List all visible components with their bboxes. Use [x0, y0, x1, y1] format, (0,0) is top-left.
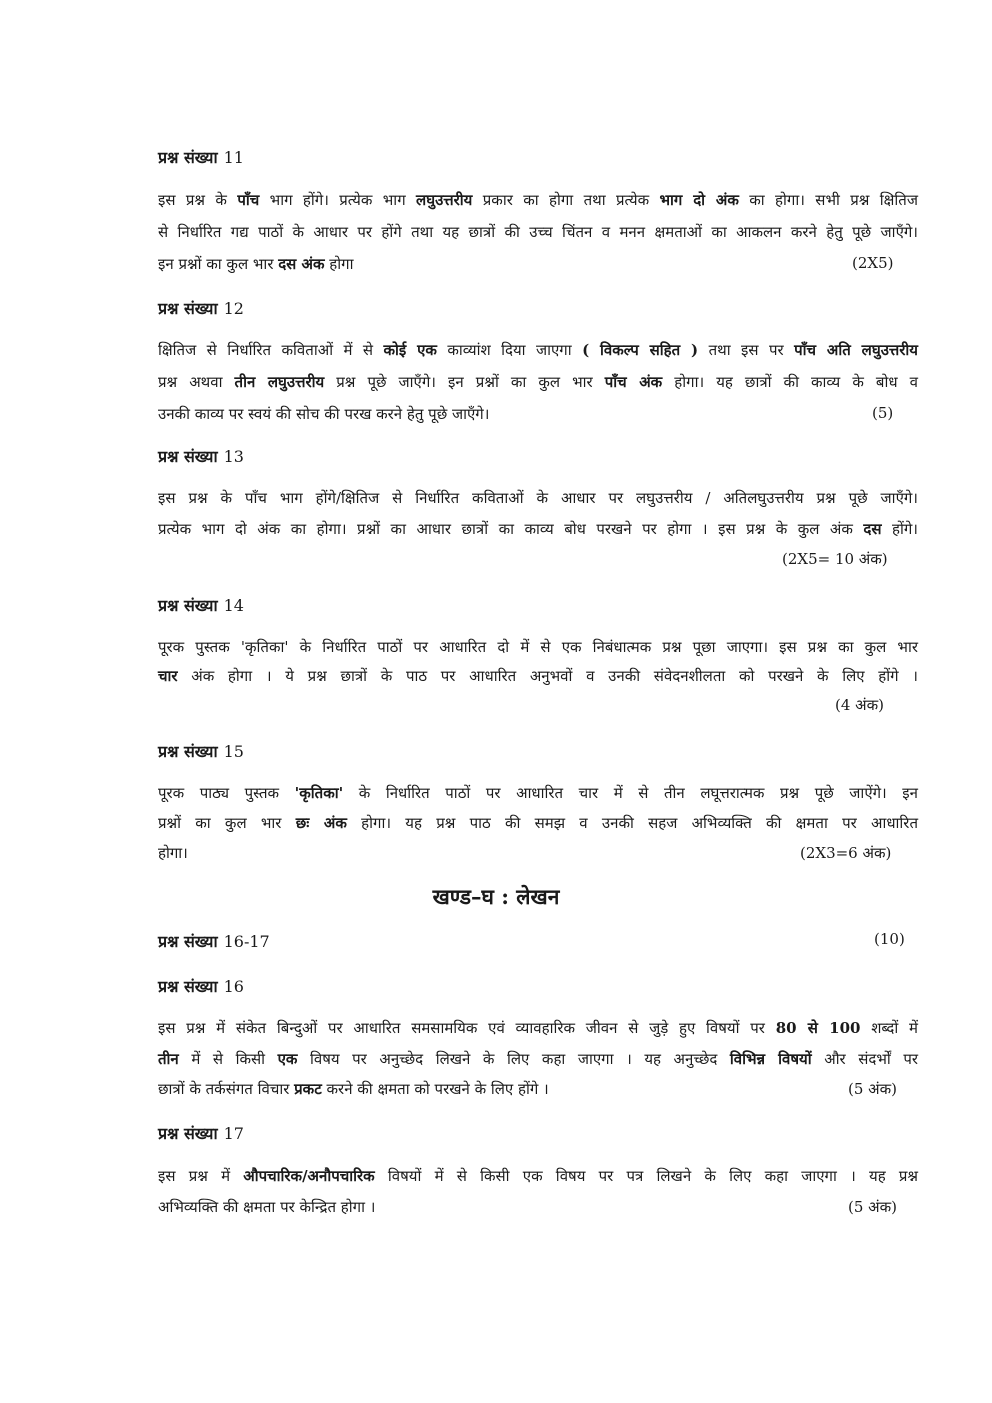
q13-line-1: इस प्रश्न के पाँच भाग होंगे/क्षितिज से निर्धारित कविताओं के आधार पर लघुउत्तरीय / अतिलघुउत्तरीय प्रश्न पूछे जाएँगे। [158, 489, 918, 507]
q16-line-2: तीन में से किसी एक विषय पर अनुच्छेद लिखने के लिए कहा जाएगा । यह अनुच्छेद विभिन्न विषयों और संदर्भों पर [158, 1050, 918, 1068]
q16-17-marks: (10) [874, 930, 905, 948]
q13-line-2: प्रत्येक भाग दो अंक का होगा। प्रश्नों का आधार छात्रों का काव्य बोध परखने पर होगा । इस प्रश्न के कुल अंक दस होंगे। [158, 520, 918, 538]
q17-line-1: इस प्रश्न में औपचारिक/अनौपचारिक विषयों में से किसी एक विषय पर पत्र लिखने के लिए कहा जाएगा । यह प्रश्न [158, 1167, 919, 1185]
question-heading-16: प्रश्न संख्या 16 [158, 977, 244, 996]
q12-line-3: उनकी काव्य पर स्वयं की सोच की परख करने हेतु पूछे जाएँगे। [158, 405, 490, 423]
q11-marks: (2X5) [852, 254, 894, 272]
q12-marks: (5) [872, 404, 894, 422]
question-heading-15: प्रश्न संख्या 15 [158, 742, 244, 761]
question-heading-14: प्रश्न संख्या 14 [158, 596, 244, 615]
q11-line-2: से निर्धारित गद्य पाठों के आधार पर होंगे तथा यह छात्रों की उच्च चिंतन व मनन क्षमताओं का आकलन करने हेतु पूछे जाएँगे। [158, 223, 918, 241]
q13-marks: (2X5= 10 अंक) [782, 550, 888, 568]
q12-line-1: क्षितिज से निर्धारित कविताओं में से कोई एक काव्यांश दिया जाएगा ( विकल्प सहित ) तथा इस पर पाँच अति लघुउत्तरीय [158, 341, 918, 359]
q15-line-2: प्रश्नों का कुल भार छः अंक होगा। यह प्रश्न पाठ की समझ व उनकी सहज अभिव्यक्ति की क्षमता पर आधारित [158, 814, 918, 832]
q16-marks: (5 अंक) [848, 1080, 897, 1098]
section-title: खण्ड–घ : लेखन [432, 884, 560, 909]
q16-line-1: इस प्रश्न में संकेत बिन्दुओं पर आधारित समसामयिक एवं व्यावहारिक जीवन से जुड़े हुए विषयों पर 80 से 100 शब्दों में [158, 1019, 918, 1037]
question-heading-11: प्रश्न संख्या 11 [158, 148, 244, 167]
q11-line-1: इस प्रश्न के पाँच भाग होंगे। प्रत्येक भाग लघुउत्तरीय प्रकार का होगा तथा प्रत्येक भाग दो अंक का होगा। सभी प्रश्न क्षितिज [158, 191, 918, 209]
q11-line-3: इन प्रश्नों का कुल भार दस अंक होगा [158, 255, 354, 273]
question-heading-12: प्रश्न संख्या 12 [158, 299, 244, 318]
q14-line-1: पूरक पुस्तक 'कृतिका' के निर्धारित पाठों पर आधारित दो में से एक निबंधात्मक प्रश्न पूछा जाएगा। इस प्रश्न का कुल भार [158, 638, 918, 656]
q15-line-3: होगा। [158, 844, 188, 862]
question-heading-13: प्रश्न संख्या 13 [158, 447, 244, 466]
question-heading-17: प्रश्न संख्या 17 [158, 1124, 244, 1143]
q15-marks: (2X3=6 अंक) [800, 844, 892, 862]
q12-line-2: प्रश्न अथवा तीन लघुउत्तरीय प्रश्न पूछे जाएँगे। इन प्रश्नों का कुल भार पाँच अंक होगा। यह छात्रों की काव्य के बोध व [158, 373, 918, 391]
q14-line-2: चार अंक होगा । ये प्रश्न छात्रों के पाठ पर आधारित अनुभवों व उनकी संवेदनशीलता को परखने के लिए होंगे । [158, 667, 918, 685]
question-heading-16-17: प्रश्न संख्या 16-17 [158, 932, 270, 951]
q14-marks: (4 अंक) [835, 696, 884, 714]
q15-line-1: पूरक पाठ्य पुस्तक 'कृतिका' के निर्धारित पाठों पर आधारित चार में से तीन लघूत्तरात्मक प्रश्न पूछे जाऐंगे। इन [158, 784, 918, 802]
q17-line-2: अभिव्यक्ति की क्षमता पर केन्द्रित होगा । [158, 1198, 376, 1216]
q16-line-3: छात्रों के तर्कसंगत विचार प्रकट करने की क्षमता को परखने के लिए होंगे । [158, 1080, 549, 1098]
q17-marks: (5 अंक) [848, 1198, 897, 1216]
